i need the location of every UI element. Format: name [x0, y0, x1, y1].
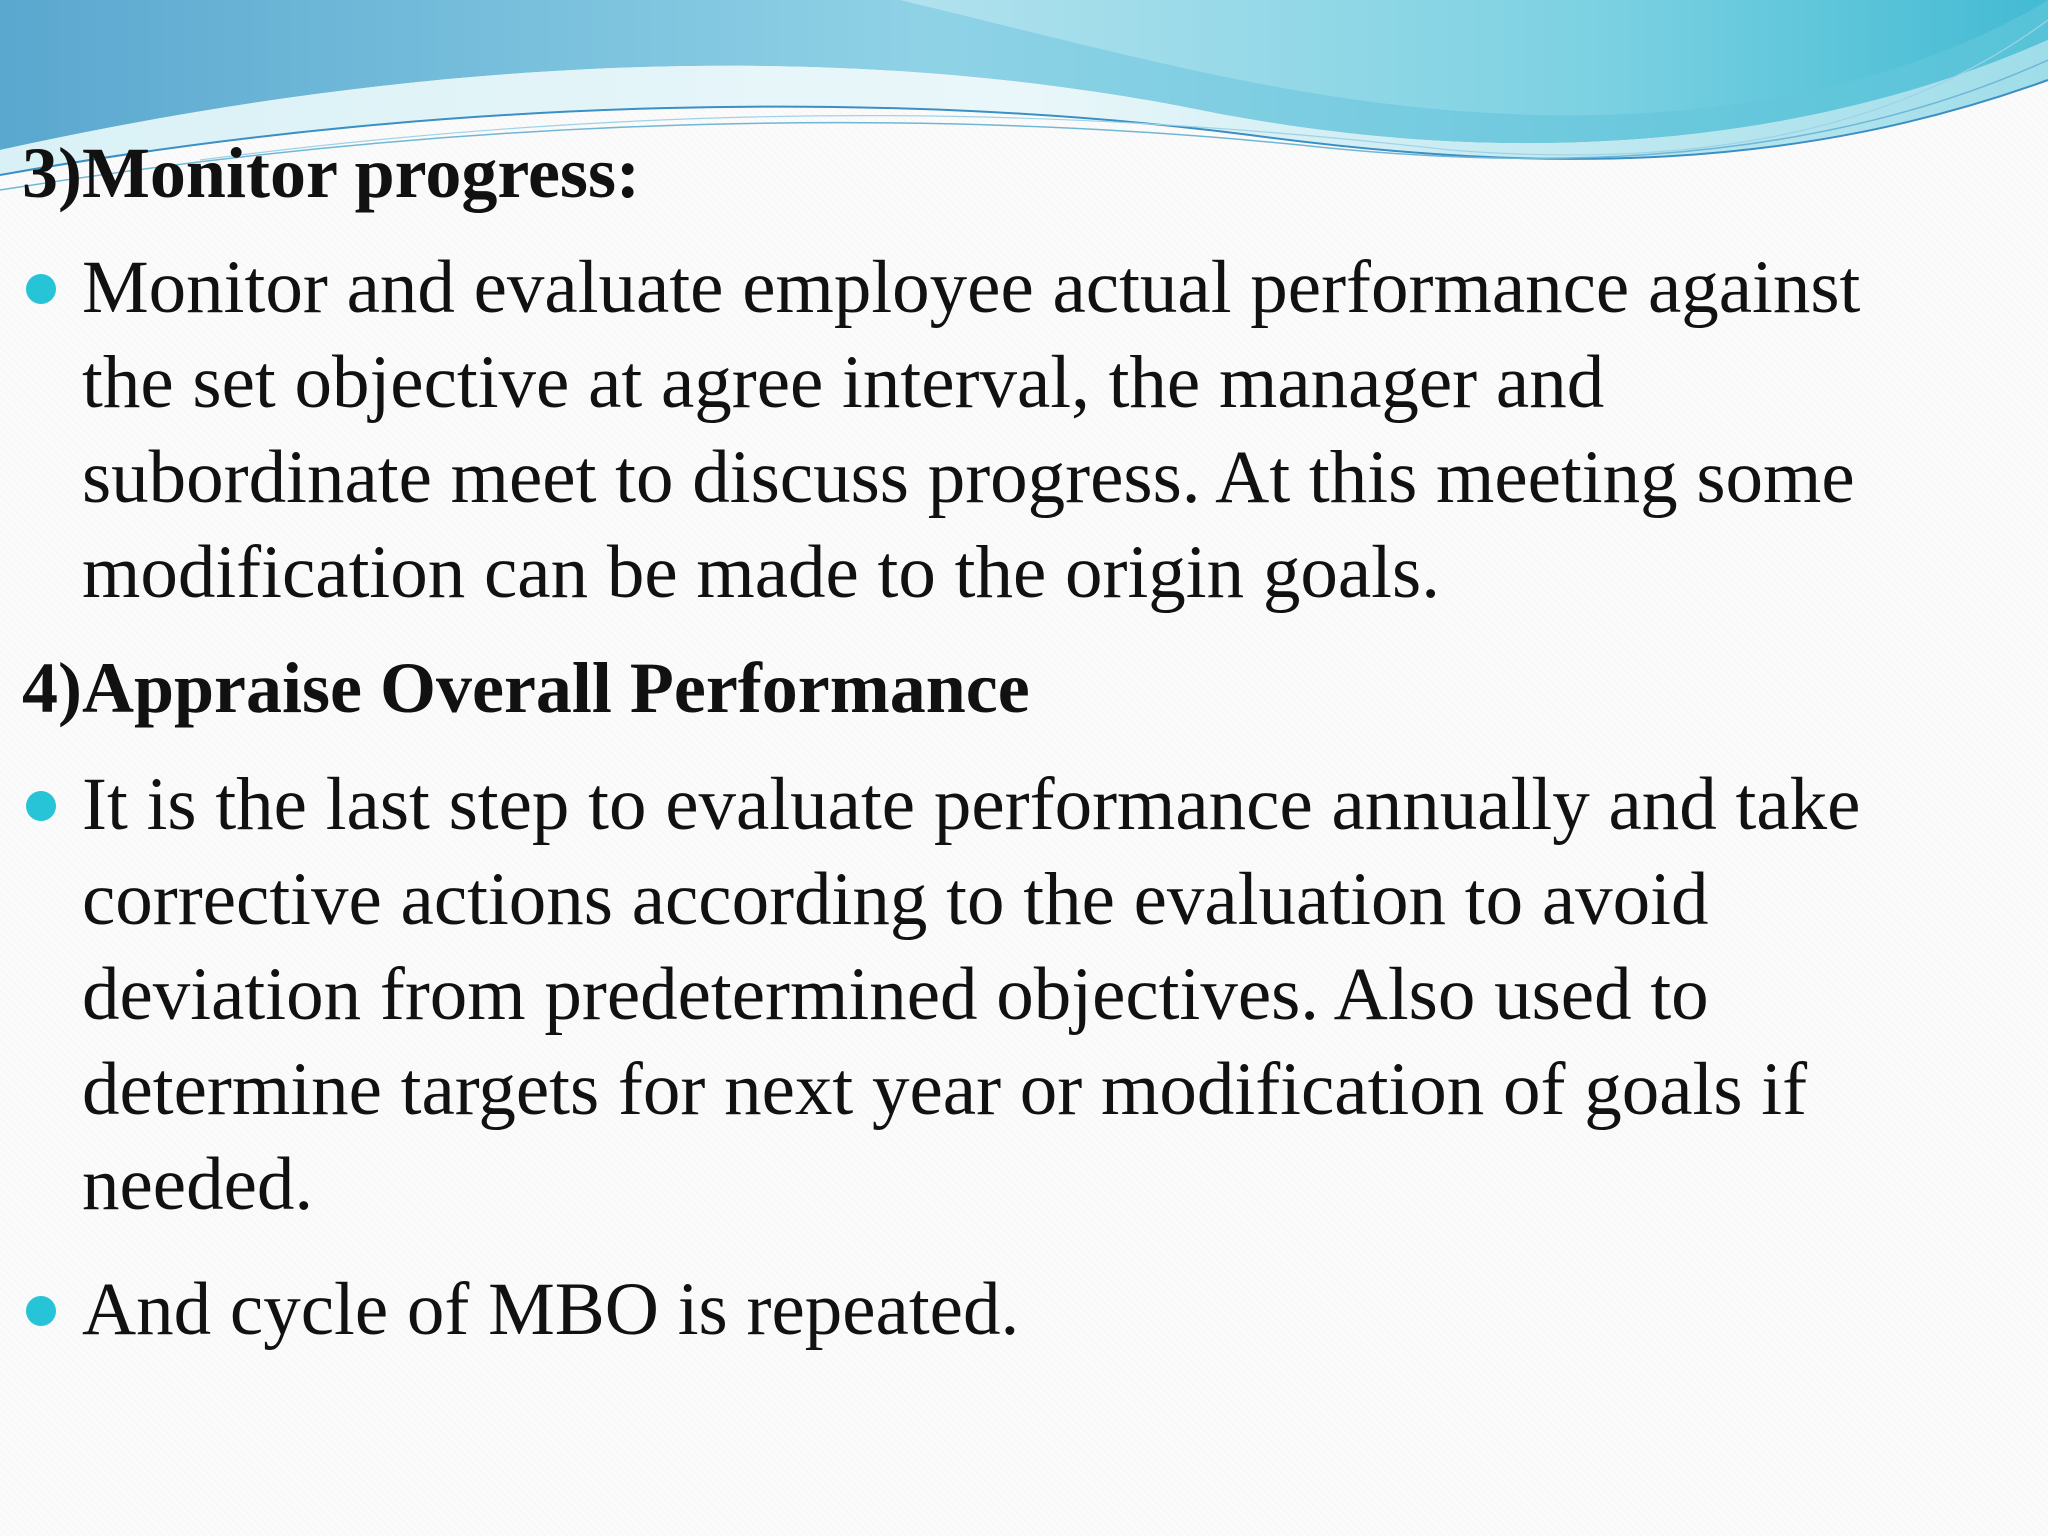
bullet-line: subordinate meet to discuss progress. At this meeting some — [82, 436, 1855, 519]
section-heading-appraise-performance: 4)Appraise Overall Performance — [22, 648, 1030, 728]
bullet-line: And cycle of MBO is repeated. — [82, 1268, 1020, 1351]
bullet-dot-icon — [26, 274, 56, 304]
bullet-line: Monitor and evaluate employee actual performance against — [82, 246, 1861, 329]
bullet-dot-icon — [26, 1296, 56, 1326]
bullet-text — [82, 1262, 1019, 1357]
bullet-line: determine targets for next year or modification of goals if — [82, 1048, 1808, 1131]
bullet-text — [82, 240, 1860, 620]
bullet-line: modification can be made to the origin goals. — [82, 531, 1440, 614]
bullet-line: the set objective at agree interval, the manager and — [82, 341, 1605, 424]
bullet-dot-icon — [26, 791, 56, 821]
bullet-line: corrective actions according to the evaluation to avoid — [82, 858, 1709, 941]
bullet-text — [82, 757, 1860, 1232]
bullet-line: It is the last step to evaluate performance annually and take — [82, 763, 1861, 846]
bullet-line: needed. — [82, 1143, 314, 1226]
bullet-line: deviation from predetermined objectives. Also used to — [82, 953, 1709, 1036]
section-heading-monitor-progress: 3)Monitor progress: — [22, 133, 640, 213]
